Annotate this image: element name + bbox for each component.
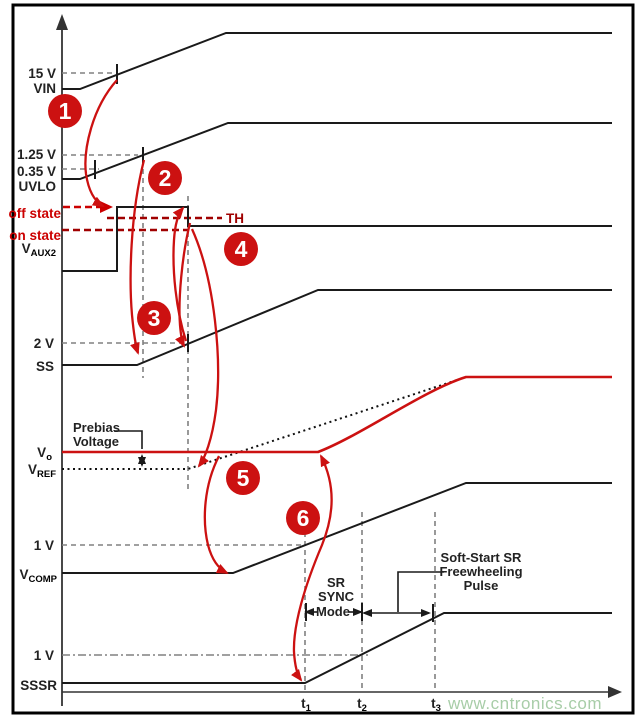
sync-mode-line2: SYNC: [317, 589, 355, 604]
uvlo-value2-label: 0.35 V: [16, 164, 56, 179]
arrow-4-vaux2-to-vref: [192, 229, 218, 466]
marker-2-label: 2: [158, 165, 172, 191]
sync-mode-line1: SR: [326, 575, 346, 590]
vaux2-waveform: [62, 207, 612, 271]
vcomp-name-label: VCOMP: [19, 567, 57, 585]
off-state-arrow-icon: [100, 201, 113, 213]
freewheel-line3: Pulse: [463, 578, 499, 593]
vin-value-label: 15 V: [28, 66, 56, 81]
t3-label: t3: [431, 696, 441, 714]
sssr-waveform: [62, 613, 612, 683]
arrow-5-vo-to-vcomp: [205, 456, 227, 573]
marker-1-label: 1: [58, 98, 72, 124]
arrow-6-vcomp-to-sssr: [294, 456, 332, 680]
watermark-text: www.cntronics.com: [448, 694, 602, 713]
vin-waveform: [62, 33, 612, 89]
freewheel-line1: Soft-Start SR: [440, 550, 522, 565]
ss-name-label: SS: [35, 359, 54, 374]
uvlo-value1-label: 1.25 V: [16, 147, 56, 162]
y-axis-arrow-icon: [56, 14, 68, 30]
vref-name-label: VREF: [27, 462, 56, 480]
th-label: TH: [226, 211, 244, 226]
t2-label: t2: [357, 696, 367, 714]
uvlo-waveform: [62, 123, 612, 179]
x-axis-arrow-icon: [608, 686, 622, 698]
vcomp-waveform: [62, 483, 612, 573]
prebias-label-line2: Voltage: [73, 434, 119, 449]
freewheel-line2: Freewheeling: [439, 564, 523, 579]
on-state-label: on state: [9, 228, 61, 243]
prebias-label-line1: Prebias: [73, 420, 120, 435]
marker-6-label: 6: [296, 505, 310, 531]
vo-name-label: Vo: [37, 445, 52, 463]
t1-label: t1: [301, 696, 311, 714]
vaux2-name-label: VAUX2: [21, 241, 56, 259]
marker-5-label: 5: [236, 465, 250, 491]
vcomp-value-label: 1 V: [33, 538, 54, 553]
marker-4-label: 4: [234, 236, 248, 262]
vref-dotted-waveform: [62, 377, 612, 469]
vin-name-label: VIN: [33, 81, 56, 96]
uvlo-name-label: UVLO: [18, 179, 56, 194]
vo-waveform: [62, 377, 612, 452]
arrow-1-vin-to-vaux2: [85, 80, 117, 206]
sssr-value-label: 1 V: [33, 648, 54, 663]
marker-3-label: 3: [147, 305, 161, 331]
freewheel-callout-line: [398, 572, 444, 612]
sssr-name-label: SSSR: [20, 678, 57, 693]
off-state-label: off state: [8, 206, 61, 221]
sync-mode-line3: Mode: [316, 604, 350, 619]
ss-value-label: 2 V: [33, 336, 54, 351]
